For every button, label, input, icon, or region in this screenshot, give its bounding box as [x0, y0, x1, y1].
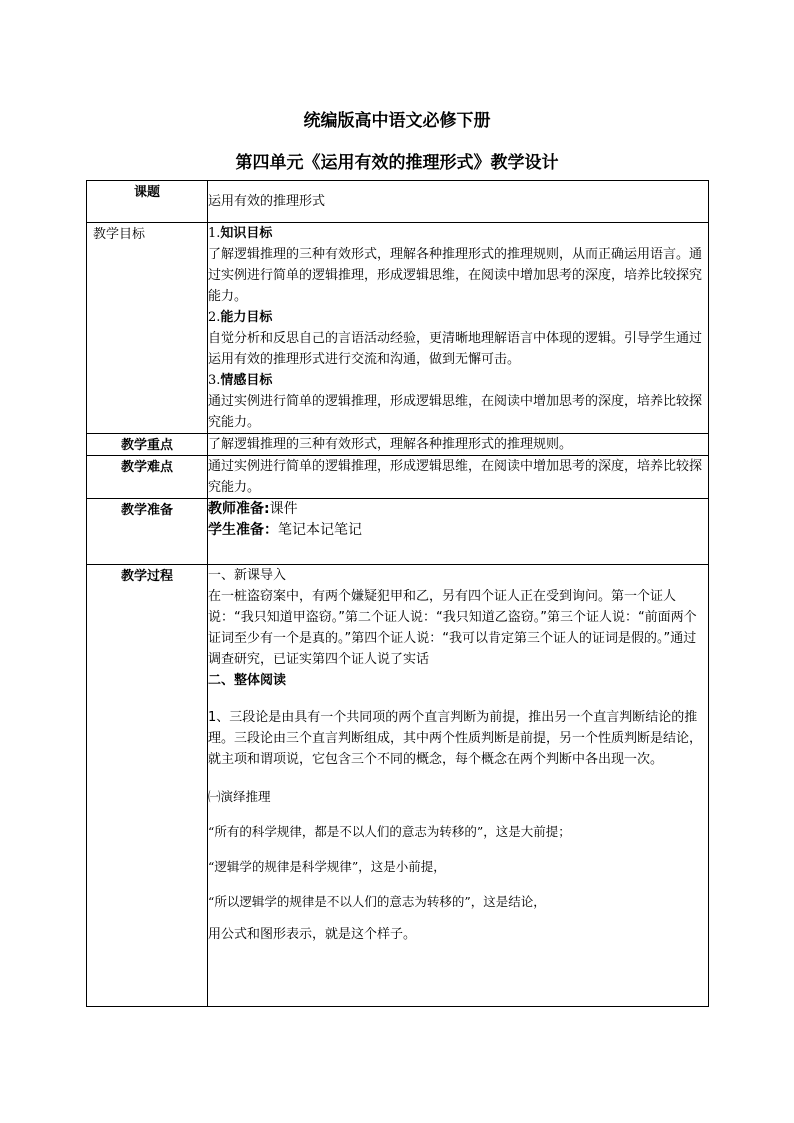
content-cell-key: [208, 434, 709, 456]
label-cell-process: [87, 565, 208, 1007]
row-label: 教学目标: [93, 227, 146, 242]
row-label: 教学重点: [120, 438, 173, 453]
table-row-goals: [87, 223, 709, 434]
label-cell-topic: [87, 181, 208, 223]
label-cell-difficulty: [87, 456, 208, 499]
label-cell-goals: [87, 223, 208, 434]
table-row-difficulty: [87, 456, 709, 499]
content-cell-goals: [208, 223, 709, 434]
section-title: 一、新课导入: [208, 568, 287, 583]
content-cell-topic: [208, 181, 709, 223]
label-cell-key: [87, 434, 208, 456]
table-row-prep: [87, 499, 709, 565]
goal-text: 自觉分析和反思自己的言语活动经验，更清晰地理解语言中体现的逻辑。引导学生通过运用有效的推理形式进行交流和沟通，做到无懈可击。: [208, 331, 703, 367]
table-row-process: [87, 565, 709, 1007]
lesson-plan-table: [86, 180, 709, 1007]
table-row-key: [87, 434, 709, 456]
paragraph: 1、三段论是由具有一个共同项的两个直言判断为前提，推出另一个直言判断结论的推理。三段论由三个直言判断组成，其中两个性质判断是前提，另一个性质判断是结论，就主项和谓项说，它包含三个不同的概念，每个概念在两个判断中各出现一次。: [208, 710, 703, 767]
document-title: 统编版高中语文必修下册: [303, 111, 491, 131]
topic-text: 运用有效的推理形式: [208, 194, 326, 209]
difficulty-text: 通过实例进行简单的逻辑推理，形成逻辑思维，在阅读中增加思考的深度，培养比较探究能力。: [208, 459, 703, 495]
goal-text: 了解逻辑推理的三种有效形式，理解各种推理形式的推理规则，从而正确运用语言。通过实例进行简单的逻辑推理，形成逻辑思维，在阅读中增加思考的深度，培养比较探究能力。: [208, 247, 703, 304]
paragraph: ㈠演绎推理: [208, 789, 271, 804]
document-subtitle: 第四单元《运用有效的推理形式》教学设计: [235, 153, 559, 173]
content-cell-process: [208, 565, 709, 1007]
label-cell-prep: [87, 499, 208, 565]
teacher-prep: 教师准备:课件: [208, 501, 298, 517]
section-text: 在一桩盗窃案中，有两个嫌疑犯甲和乙，另有四个证人正在受到询问。第一个证人说：“我只知道甲盗窃。”第二个证人说：“我只知道乙盗窃。”第三个证人说：“前面两个证词至少有一个是真的。”第四个证人说：“我可以肯定第三个证人的证词是假的。”通过调查研究，已证实第四个证人说了实话: [208, 589, 697, 667]
content-cell-prep: [208, 499, 709, 565]
paragraph: 用公式和图形表示，就是这个样子。: [208, 927, 417, 942]
section-title: 二、整体阅读: [208, 673, 287, 688]
row-label: 教学过程: [120, 569, 173, 584]
paragraph: “逻辑学的规律是科学规律”，这是小前提，: [208, 859, 446, 874]
row-label: 课题: [133, 185, 160, 200]
table-row-topic: [87, 181, 709, 223]
goal-heading: 1.知识目标: [208, 226, 273, 241]
row-label: 教学准备: [120, 503, 173, 518]
goal-heading: 3.情感目标: [208, 373, 273, 388]
row-label: 教学难点: [120, 460, 173, 475]
paragraph: “所以逻辑学的规律是不以人们的意志为转移的”，这是结论，: [208, 894, 546, 909]
key-text: 了解逻辑推理的三种有效形式，理解各种推理形式的推理规则。: [208, 437, 573, 452]
goal-heading: 2.能力目标: [208, 310, 273, 325]
goal-text: 通过实例进行简单的逻辑推理，形成逻辑思维，在阅读中增加思考的深度，培养比较探究能力。: [208, 394, 703, 430]
student-prep: 学生准备：笔记本记笔记: [208, 522, 362, 538]
content-cell-difficulty: [208, 456, 709, 499]
paragraph: “所有的科学规律，都是不以人们的意志为转移的”，这是大前提；: [208, 824, 571, 839]
